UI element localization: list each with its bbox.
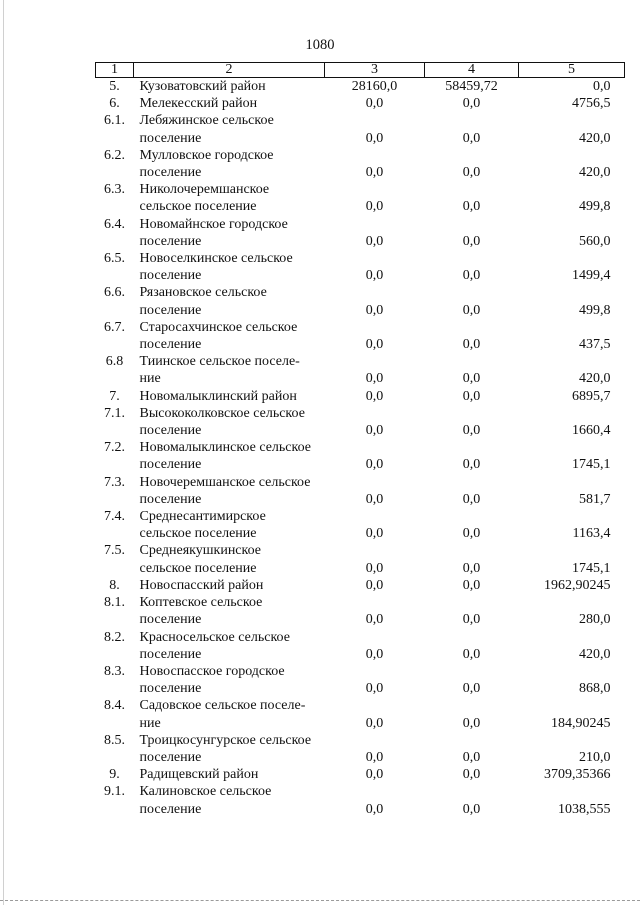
table-row [96,181,625,215]
row-value-col5: 499,8 [579,199,611,215]
row-value-col4: 0,0 [462,302,481,318]
table-row [96,766,625,783]
row-number: 8.3. [104,663,125,679]
table-row [96,319,625,353]
row-value-col4: 0,0 [462,767,481,783]
table-row [96,594,625,628]
row-name [134,216,325,250]
row-name-text: Новомалыклинский район [139,388,297,404]
row-value-col3: 0,0 [365,302,384,318]
row-value-col3: 0,0 [365,801,384,817]
table-row [96,732,625,766]
table-row [96,353,625,387]
row-name [134,577,325,594]
row-name-text: Николочеремшанское сельское поселение [139,182,270,215]
row-value-col4: 0,0 [462,233,481,249]
row-name-text: Новоспасское городское поселение [139,663,285,697]
row-name [134,542,325,576]
row-name [134,474,325,508]
row-value-col5: 184,90245 [551,715,611,731]
row-name-text: Новомайнское городское поселение [139,216,288,249]
row-value-col5: 1499,4 [572,268,611,284]
row-value-col5: 420,0 [579,165,611,181]
row-number: 6.3. [104,182,125,198]
row-value-col4: 0,0 [462,337,481,353]
row-name-text: Лебяжинское сельское поселение [139,113,274,146]
row-number: 5. [109,79,120,94]
row-name [134,250,325,284]
row-name [134,147,325,181]
row-value-col3: 0,0 [365,233,384,249]
row-name [134,319,325,353]
row-value-col4: 58459,72 [445,79,498,94]
row-value-col5: 499,8 [579,302,611,318]
row-value-col3: 0,0 [365,526,384,542]
header-cell-4: 4 [425,63,519,78]
table-row [96,388,625,405]
row-value-col5: 420,0 [579,646,611,662]
row-name-text: Садовское сельское поселе- ние [139,698,306,731]
row-value-col3: 0,0 [365,457,384,473]
table-row [96,284,625,318]
row-value-col5: 420,0 [579,130,611,146]
row-value-col5: 1962,90245 [544,577,611,593]
row-value-col4: 0,0 [462,423,481,439]
row-value-col3: 0,0 [365,165,384,181]
row-value-col4: 0,0 [462,646,481,662]
row-value-col5: 1038,555 [558,801,611,817]
table-row [96,474,625,508]
table-row [96,216,625,250]
row-value-col3: 0,0 [365,199,384,215]
table-row [96,697,625,731]
row-number: 7. [109,388,120,404]
row-value-col4: 0,0 [462,165,481,181]
row-value-col3: 0,0 [365,491,384,507]
row-name [134,629,325,663]
row-value-col5: 3709,35366 [544,767,611,783]
row-value-col5: 4756,5 [572,96,611,112]
row-name [134,439,325,473]
row-value-col3: 0,0 [365,371,384,387]
table-row [96,629,625,663]
row-name [134,284,325,318]
row-value-col5: 280,0 [579,612,611,628]
row-value-col3: 0,0 [365,577,384,593]
row-value-col5: 6895,7 [572,388,611,404]
table-body [96,78,625,818]
table-row [96,78,625,96]
row-value-col3: 0,0 [365,388,384,404]
row-value-col4: 0,0 [462,612,481,628]
row-name-text: Калиновское сельское поселение [139,784,272,817]
header-cell-5: 5 [519,63,625,78]
row-number: 6. [109,96,120,112]
row-name [134,732,325,766]
row-value-col3: 0,0 [365,767,384,783]
row-name-text: Коптевское сельское поселение [139,595,263,628]
row-value-col3: 28160,0 [351,79,398,94]
row-value-col5: 420,0 [579,371,611,387]
row-name [134,508,325,542]
row-name [134,697,325,731]
row-name-text: Новомалыклинское сельское поселение [139,440,311,473]
row-value-col3: 0,0 [365,681,384,697]
row-value-col4: 0,0 [462,801,481,817]
row-name-text: Красносельское сельское поселение [139,629,290,662]
row-value-col3: 0,0 [365,612,384,628]
table-row [96,112,625,146]
row-value-col3: 0,0 [365,560,384,576]
row-name [134,353,325,387]
page-number: 1080 [305,37,335,53]
row-value-col4: 0,0 [462,491,481,507]
row-number: 8. [109,577,120,593]
row-number: 6.2. [104,147,125,163]
row-value-col4: 0,0 [462,96,481,112]
row-value-col5: 1660,4 [572,423,611,439]
table-row [96,147,625,181]
row-number: 8.2. [104,629,125,645]
header-cell-3: 3 [325,63,425,78]
row-value-col4: 0,0 [462,130,481,146]
scan-left-edge [3,0,4,905]
scan-bottom-edge [0,900,640,903]
row-value-col3: 0,0 [365,749,384,765]
row-number: 7.2. [104,440,125,456]
row-value-col3: 0,0 [365,96,384,112]
row-value-col4: 0,0 [462,526,481,542]
row-value-col5: 1163,4 [572,526,611,542]
row-number: 7.5. [104,543,125,559]
row-number: 6.6. [104,285,125,301]
row-value-col5: 868,0 [579,681,611,697]
row-value-col3: 0,0 [365,268,384,284]
table-row [96,783,625,817]
row-name [134,405,325,439]
row-name-text: Мелекесский район [139,96,258,112]
row-value-col4: 0,0 [462,577,481,593]
row-name-text: Троицкосунгурское сельское поселение [139,732,312,765]
row-value-col4: 0,0 [462,715,481,731]
row-value-col3: 0,0 [365,423,384,439]
row-value-col4: 0,0 [462,749,481,765]
table-row [96,405,625,439]
row-name-text: Тиинское сельское поселе- ние [139,354,300,387]
budget-table [95,62,625,818]
row-value-col5: 1745,1 [572,560,611,576]
row-number: 8.4. [104,698,125,714]
row-name-text: Мулловское городское поселение [139,147,274,181]
row-value-col5: 1745,1 [572,457,611,473]
row-number: 7.1. [104,405,125,421]
row-value-col5: 581,7 [579,491,611,507]
row-number: 7.3. [104,474,125,490]
row-value-col4: 0,0 [462,457,481,473]
row-number: 8.5. [104,732,125,748]
header-row [96,63,625,78]
row-value-col4: 0,0 [462,268,481,284]
row-number: 8.1. [104,595,125,611]
header-cell-2: 2 [134,63,325,78]
table-row [96,250,625,284]
row-name [134,181,325,215]
row-value-col5: 210,0 [579,749,611,765]
row-name [134,663,325,697]
row-value-col4: 0,0 [462,371,481,387]
row-name-text: Новоспасский район [139,577,264,593]
row-value-col3: 0,0 [365,130,384,146]
row-value-col5: 0,0 [593,79,611,94]
table-row [96,577,625,594]
row-value-col4: 0,0 [462,388,481,404]
row-value-col3: 0,0 [365,646,384,662]
row-number: 9.1. [104,784,125,800]
row-number: 9. [109,767,120,783]
row-number: 7.4. [104,509,125,525]
row-value-col4: 0,0 [462,560,481,576]
row-name-text: Старосахчинское сельское поселение [139,319,298,353]
row-name-text: Высококолковское сельское поселение [139,405,305,439]
row-name [134,78,325,96]
row-value-col4: 0,0 [462,199,481,215]
table-row [96,508,625,542]
row-value-col5: 560,0 [579,233,611,249]
table-row [96,439,625,473]
row-name-text: Рязановское сельское поселение [139,285,267,318]
row-name-text: Радищевский район [139,767,259,783]
row-name [134,112,325,146]
row-name-text: Среднесантимирское сельское поселение [139,509,266,542]
table-row [96,542,625,576]
table-row [96,95,625,112]
row-value-col4: 0,0 [462,681,481,697]
row-name-text: Новоселкинское сельское поселение [139,251,293,284]
row-name [134,783,325,817]
row-value-col3: 0,0 [365,715,384,731]
row-name [134,388,325,405]
header-cell-1: 1 [96,63,134,78]
row-value-col5: 437,5 [579,337,611,353]
table-row [96,663,625,697]
row-number: 6.1. [104,113,125,129]
row-number: 6.8 [105,354,124,370]
row-name [134,95,325,112]
row-name-text: Кузоватовский район [139,79,266,94]
row-value-col3: 0,0 [365,337,384,353]
row-name-text: Новочеремшанское сельское поселение [139,474,311,507]
row-number: 6.5. [104,251,125,267]
row-number: 6.4. [104,216,125,232]
row-number: 6.7. [104,319,125,335]
row-name-text: Среднеякушкинское сельское поселение [139,543,261,576]
row-name [134,766,325,783]
row-name [134,594,325,628]
